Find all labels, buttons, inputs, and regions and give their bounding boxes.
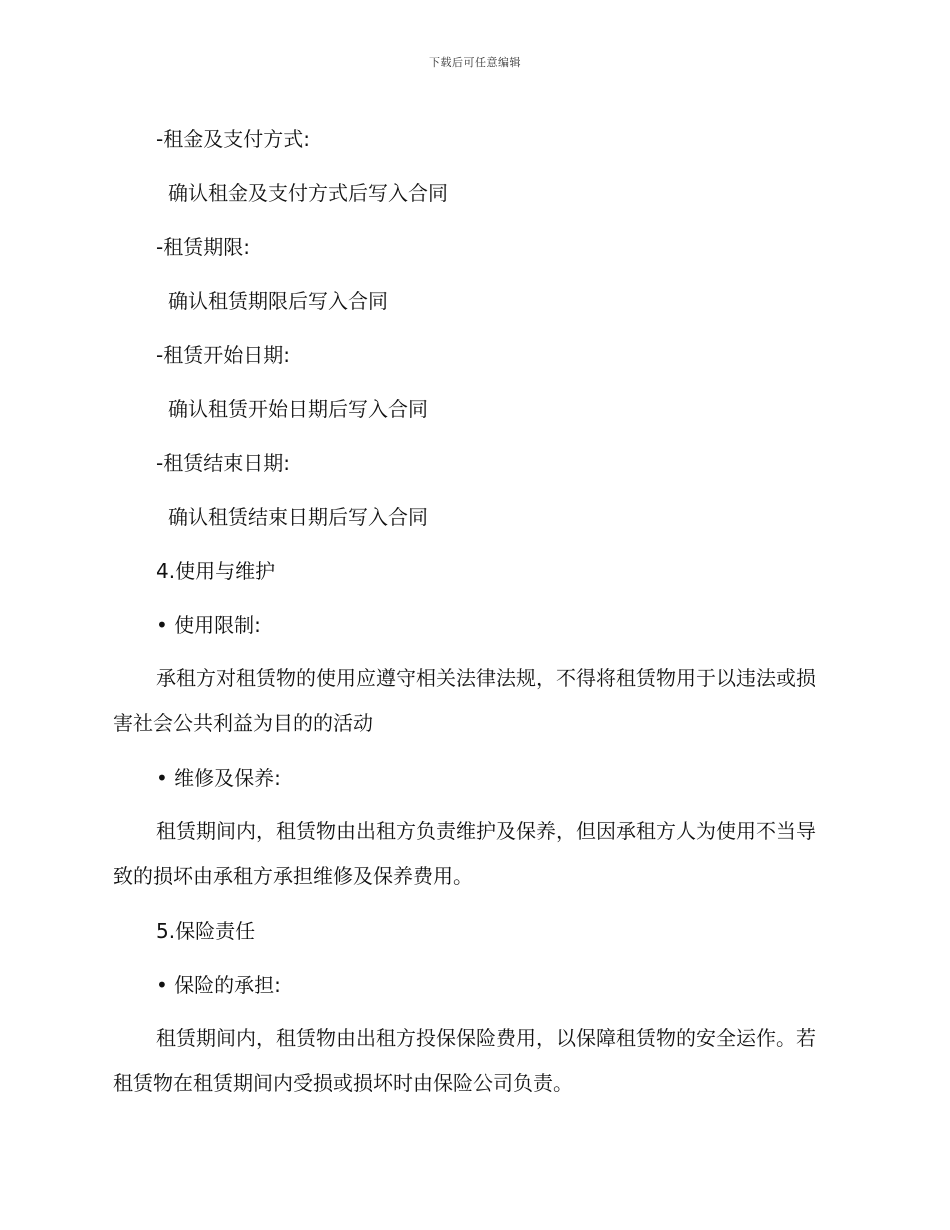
rent-payment-value: 确认租金及支付方式后写入合同 [168,181,448,205]
lease-end-value: 确认租赁结束日期后写入合同 [168,505,428,529]
lease-term-label: -租赁期限: [156,235,250,259]
section-4-heading: 4.使用与维护 [156,559,276,583]
maintenance-label: • 维修及保养: [156,766,281,790]
page-header: 下载后可任意编辑 [429,56,521,69]
insurance-label: • 保险的承担: [156,973,281,997]
lease-start-label: -租赁开始日期: [156,343,290,367]
rent-payment-label: -租金及支付方式: [156,127,310,151]
usage-limit-label: • 使用限制: [156,613,261,637]
usage-limit-paragraph: 承租方对租赁物的使用应遵守相关法律法规，不得将租赁物用于以违法或损害社会公共利益为目的的活动 [113,666,816,735]
insurance-paragraph: 租赁期间内，租赁物由出租方投保保险费用，以保障租赁物的安全运作。若租赁物在租赁期间内受损或损坏时由保险公司负责。 [113,1026,816,1095]
lease-start-value: 确认租赁开始日期后写入合同 [168,397,428,421]
lease-term-value: 确认租赁期限后写入合同 [168,289,388,313]
maintenance-paragraph: 租赁期间内，租赁物由出租方负责维护及保养，但因承租方人为使用不当导致的损坏由承租方承担维修及保养费用。 [113,819,816,888]
lease-end-label: -租赁结束日期: [156,451,290,475]
document-body [113,112,833,1111]
section-5-heading: 5.保险责任 [156,919,256,943]
